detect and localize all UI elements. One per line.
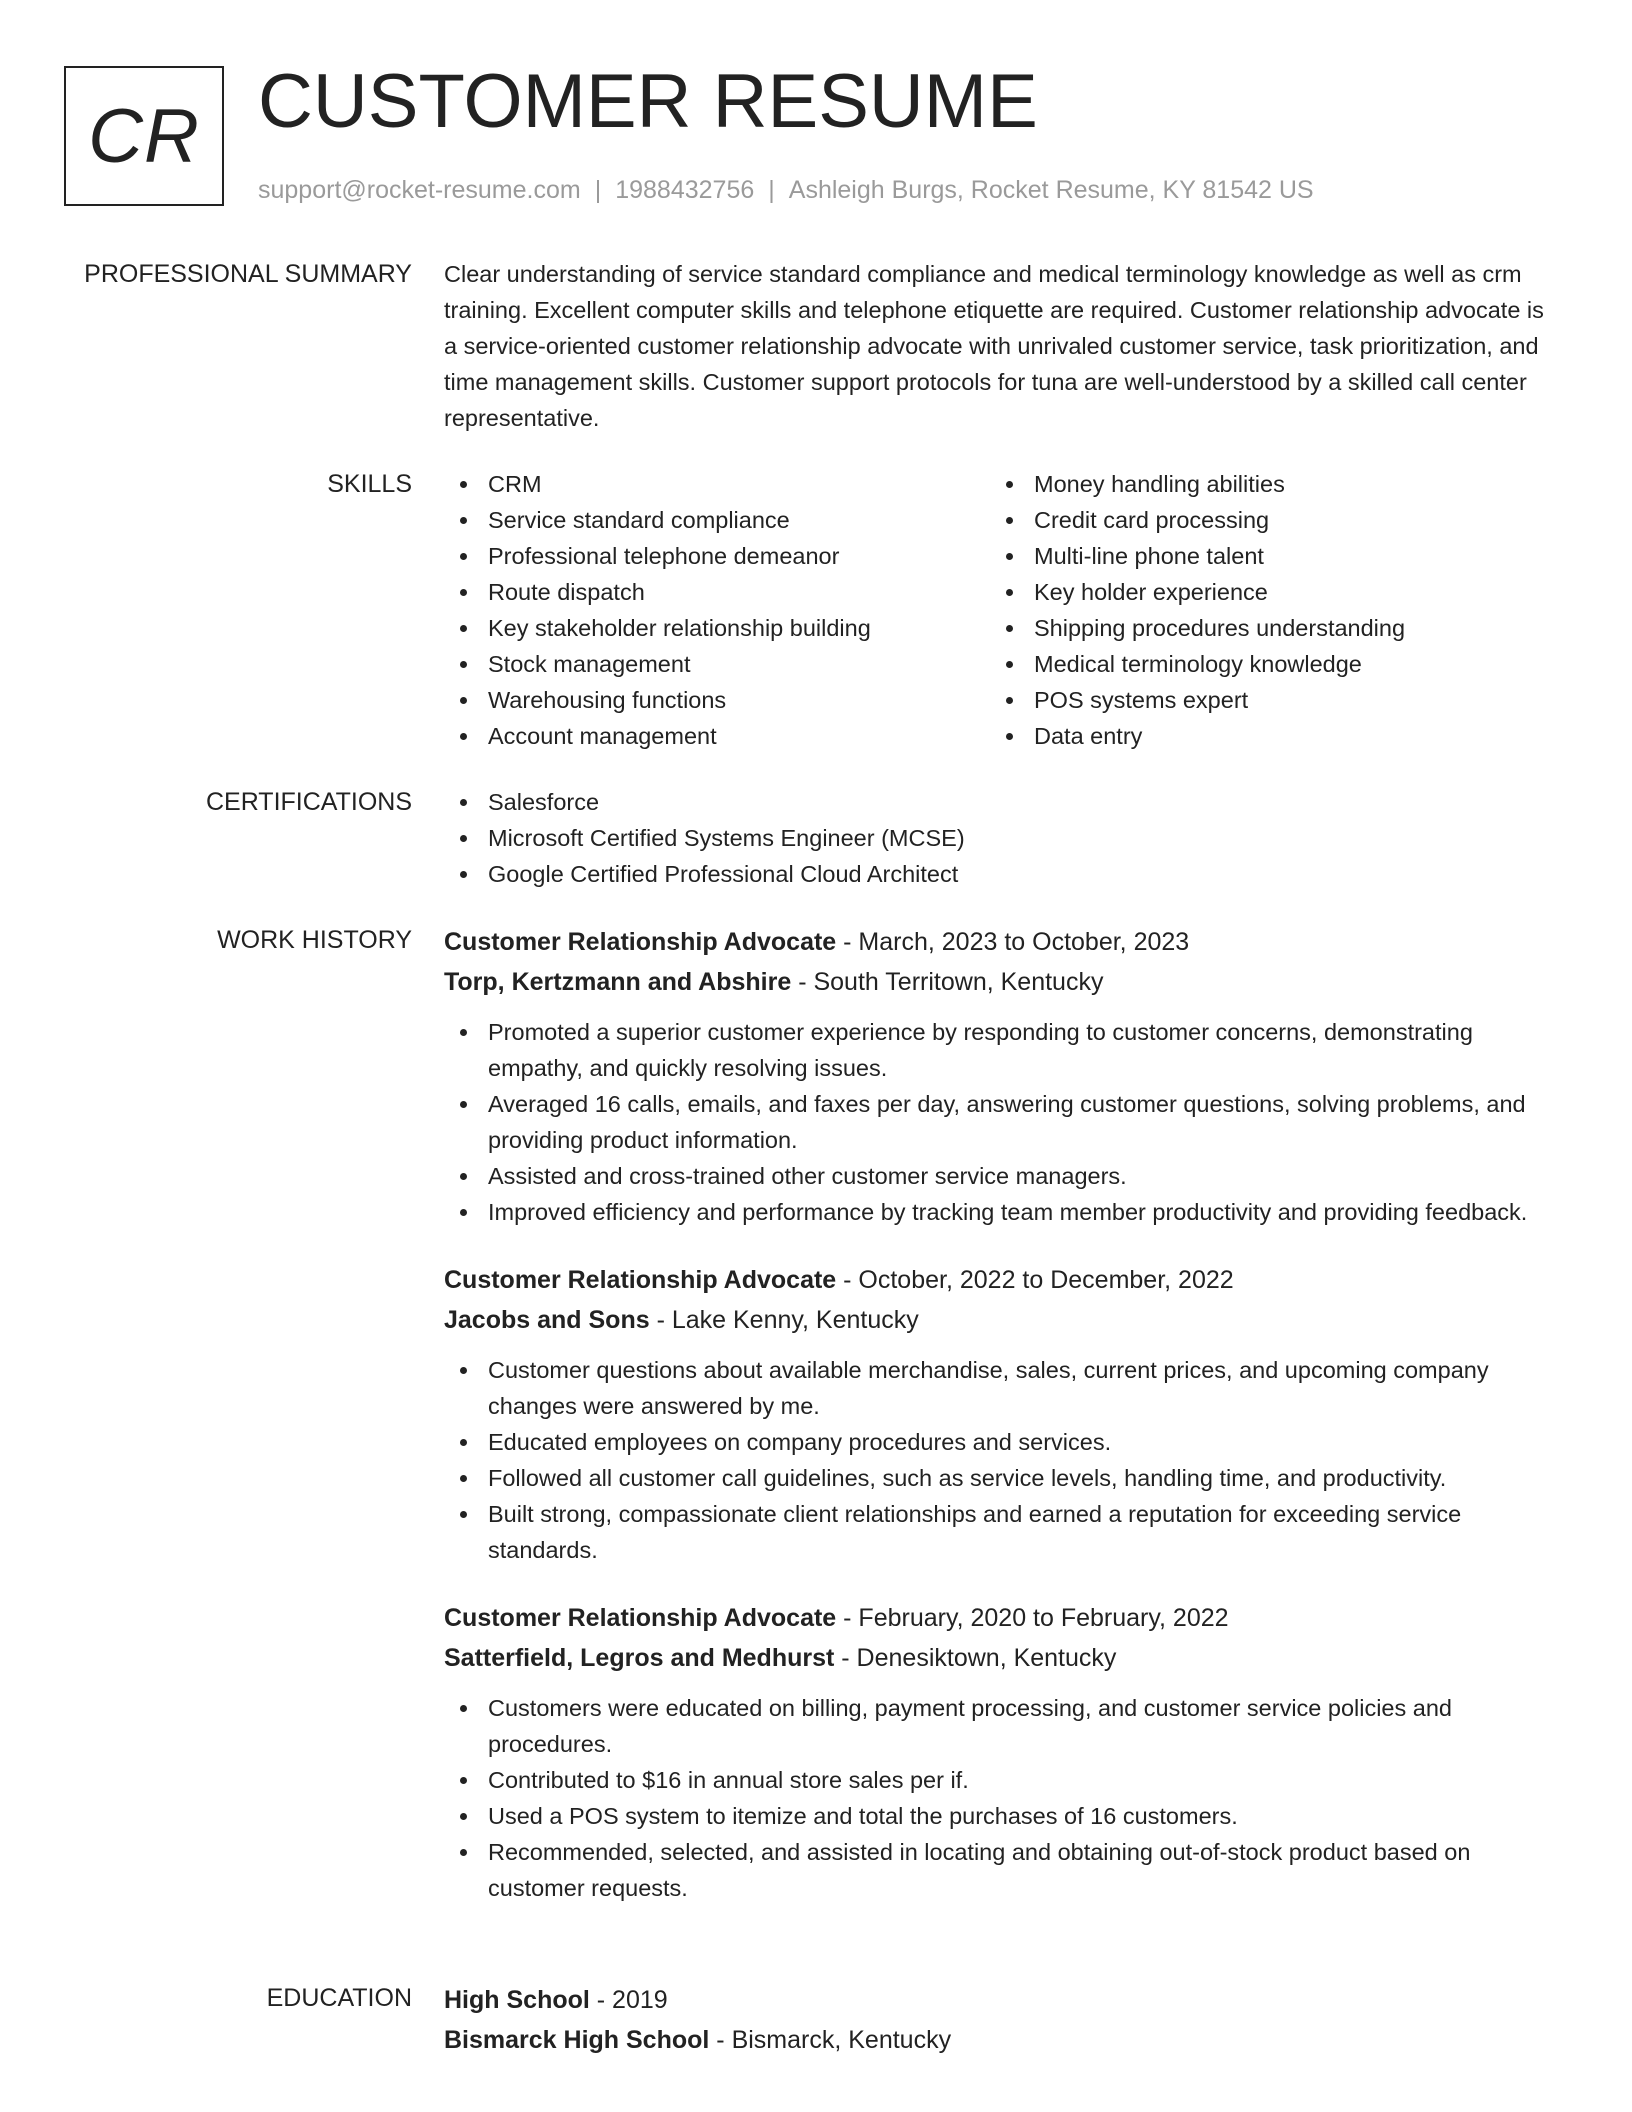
- section-label: CERTIFICATIONS: [205, 788, 412, 816]
- contact-separator: |: [768, 176, 775, 204]
- job-duties-list: [444, 1014, 1554, 1230]
- job-title-line: [444, 1260, 1554, 1300]
- education-body: [444, 1980, 1554, 2060]
- work-history-body: [444, 922, 1554, 1936]
- skills-column-left: [444, 466, 990, 754]
- education-location: - Bismarck, Kentucky: [709, 2026, 952, 2054]
- skill-item: Professional telephone demeanor: [444, 538, 990, 574]
- resume-title: CUSTOMER RESUME: [258, 59, 1038, 144]
- job-duties-list: [444, 1352, 1554, 1568]
- education-school-line: [444, 2020, 1554, 2060]
- job-duty-item: Used a POS system to itemize and total the purchases of 16 customers.: [444, 1798, 1554, 1834]
- section-label: EDUCATION: [266, 1984, 412, 2012]
- job-duty-item: Customer questions about available merchandise, sales, current prices, and upcoming company changes were answered by me.: [444, 1352, 1554, 1424]
- job-employer: Jacobs and Sons: [444, 1306, 650, 1334]
- job-duty-item: Educated employees on company procedures and services.: [444, 1424, 1554, 1460]
- job-dates: - February, 2020 to February, 2022: [836, 1604, 1229, 1632]
- job-employer-line: [444, 962, 1554, 1002]
- contact-address: Ashleigh Burgs, Rocket Resume, KY 81542 US: [788, 176, 1314, 204]
- job-duty-item: Assisted and cross-trained other customer service managers.: [444, 1158, 1554, 1194]
- job-location: - South Territown, Kentucky: [791, 968, 1104, 996]
- job-duty-item: Improved efficiency and performance by tracking team member productivity and providing feedback.: [444, 1194, 1554, 1230]
- skill-item: Data entry: [990, 718, 1536, 754]
- skill-item: Route dispatch: [444, 574, 990, 610]
- job-employer: Satterfield, Legros and Medhurst: [444, 1644, 835, 1672]
- job-duty-item: Contributed to $16 in annual store sales per if.: [444, 1762, 1554, 1798]
- job-entry: [444, 1260, 1554, 1568]
- skill-item: Multi-line phone talent: [990, 538, 1536, 574]
- education-year: - 2019: [589, 1986, 668, 2014]
- monogram: CR: [64, 66, 224, 206]
- job-title-line: [444, 1598, 1554, 1638]
- job-employer-line: [444, 1300, 1554, 1340]
- job-entry: [444, 922, 1554, 1230]
- job-duty-item: Followed all customer call guidelines, such as service levels, handling time, and productivity.: [444, 1460, 1554, 1496]
- certifications-body: [444, 784, 1554, 892]
- skill-item: Key holder experience: [990, 574, 1536, 610]
- skills-column-right: [990, 466, 1536, 754]
- skill-item: Stock management: [444, 646, 990, 682]
- certifications-list: [444, 784, 1554, 892]
- job-duty-item: Built strong, compassionate client relationships and earned a reputation for exceeding service standards.: [444, 1496, 1554, 1568]
- skills-list: [444, 466, 1554, 754]
- job-duty-item: Promoted a superior customer experience by responding to customer concerns, demonstrating empathy, and quickly resolving issues.: [444, 1014, 1554, 1086]
- certification-item: Google Certified Professional Cloud Architect: [444, 856, 1554, 892]
- job-duty-item: Customers were educated on billing, payment processing, and customer service policies and procedures.: [444, 1690, 1554, 1762]
- skill-item: Warehousing functions: [444, 682, 990, 718]
- section-label: PROFESSIONAL SUMMARY: [84, 260, 412, 288]
- certification-item: Salesforce: [444, 784, 1554, 820]
- skill-item: CRM: [444, 466, 990, 502]
- skill-item: POS systems expert: [990, 682, 1536, 718]
- summary-text: Clear understanding of service standard compliance and medical terminology knowledge as well as crm training. Excellent computer skills and telephone etiquette are required. Customer relationship advocate is a service-oriented customer relationship advocate with unrivaled customer service, task prioritization, and time management skills. Customer support protocols for tuna are well-understood by a skilled call center representative.: [444, 261, 1544, 431]
- contact-line: [258, 172, 1314, 208]
- job-employer: Torp, Kertzmann and Abshire: [444, 968, 792, 996]
- job-employer-line: [444, 1638, 1554, 1678]
- certification-item: Microsoft Certified Systems Engineer (MCSE): [444, 820, 1554, 856]
- skill-item: Medical terminology knowledge: [990, 646, 1536, 682]
- job-title: Customer Relationship Advocate: [444, 1604, 837, 1632]
- education-degree-line: [444, 1980, 1554, 2020]
- job-duties-list: [444, 1690, 1554, 1906]
- job-title-line: [444, 922, 1554, 962]
- education-degree: High School: [444, 1986, 590, 2014]
- job-dates: - March, 2023 to October, 2023: [836, 928, 1190, 956]
- education-school: Bismarck High School: [444, 2026, 710, 2054]
- job-duty-item: Recommended, selected, and assisted in locating and obtaining out-of-stock product based on customer requests.: [444, 1834, 1554, 1906]
- contact-separator: |: [594, 176, 602, 204]
- skill-item: Shipping procedures understanding: [990, 610, 1536, 646]
- section-label: SKILLS: [327, 470, 412, 498]
- skill-item: Money handling abilities: [990, 466, 1536, 502]
- skill-item: Account management: [444, 718, 990, 754]
- contact-email[interactable]: support@rocket-resume.com: [258, 176, 581, 204]
- job-entry: [444, 1598, 1554, 1906]
- contact-phone: 1988432756: [615, 176, 755, 204]
- section-label: WORK HISTORY: [217, 926, 412, 954]
- skill-item: Key stakeholder relationship building: [444, 610, 990, 646]
- job-title: Customer Relationship Advocate: [444, 1266, 837, 1294]
- skill-item: Credit card processing: [990, 502, 1536, 538]
- job-duty-item: Averaged 16 calls, emails, and faxes per day, answering customer questions, solving problems, and providing product information.: [444, 1086, 1554, 1158]
- job-location: - Lake Kenny, Kentucky: [649, 1306, 919, 1334]
- skill-item: Service standard compliance: [444, 502, 990, 538]
- job-dates: - October, 2022 to December, 2022: [836, 1266, 1234, 1294]
- job-title: Customer Relationship Advocate: [444, 928, 837, 956]
- job-location: - Denesiktown, Kentucky: [834, 1644, 1117, 1672]
